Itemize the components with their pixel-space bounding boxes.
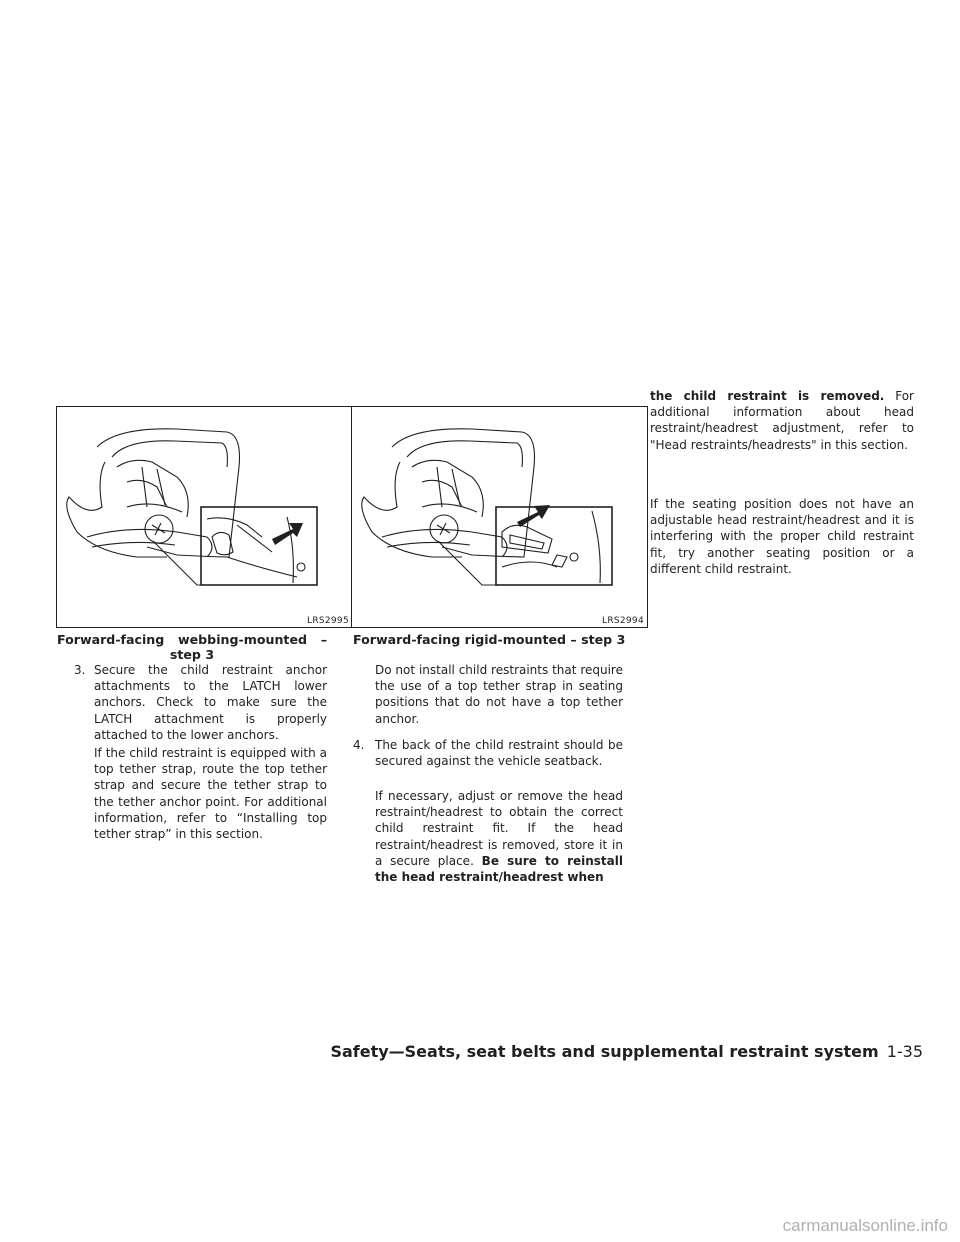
step-4-text: The back of the child restraint should be secured against the vehicle seatback.: [375, 738, 623, 769]
column-3-para-2: If the seating position does not have an adjustable head restraint/headrest and it is interfering with the proper child restraint fit, try another seating position or a different child restraint.: [650, 497, 914, 576]
headrest-reference: For additional information about head restraint/headrest adjustment, refer to "Head restraints/headrests" in this section.: [650, 389, 914, 452]
child-seat-rigid-illustration: [352, 407, 647, 627]
reinstall-warning-bold: the child restraint is removed.: [650, 389, 885, 403]
caption-line-1: Forward-facing webbing-mounted –: [57, 632, 327, 647]
figure-code: LRS2994: [602, 616, 644, 626]
figure-webbing-mounted: [56, 406, 353, 628]
figure-rigid-mounted: [351, 406, 648, 628]
step-4-note: [375, 788, 623, 885]
step-3-note: If the child restraint is equipped with a top tether strap, route the top tether strap and secure the tether strap to the tether anchor point. For additional information, refer to “Installing top tether strap” in this section.: [94, 746, 327, 842]
page-footer: [330, 1042, 923, 1062]
figure-caption-webbing: [57, 632, 327, 662]
step-4-note-text: If necessary, adjust or remove the head restraint/headrest to obtain the correct child restraint fit. If the head restraint/headrest is removed, store it in a secure place.: [375, 789, 623, 868]
figure-caption-rigid: Forward-facing rigid-mounted – step 3: [353, 632, 626, 647]
figure-code: LRS2995: [307, 616, 349, 626]
step-number: 4.: [353, 738, 365, 752]
section-title: Safety—Seats, seat belts and supplemental restraint system: [330, 1042, 879, 1061]
step-3-text: Secure the child restraint anchor attachments to the LATCH lower anchors. Check to make sure the LATCH attachment is properly attached to the lower anchors.: [94, 663, 327, 742]
step-3: [57, 662, 327, 743]
step-4-warning-bold: Be sure to reinstall the head restraint/headrest when: [375, 853, 623, 885]
step-number: 3.: [74, 663, 86, 677]
column-3-para-1: [650, 388, 914, 453]
tether-warning: Do not install child restraints that require the use of a top tether strap in seating positions that do not have a top tether anchor.: [375, 663, 623, 726]
caption-line-2: step 3: [169, 647, 215, 662]
watermark: carmanualsonline.info: [782, 1216, 948, 1235]
child-seat-webbing-illustration: [57, 407, 352, 627]
step-4: [353, 737, 623, 769]
page-number: 1-35: [886, 1042, 923, 1061]
